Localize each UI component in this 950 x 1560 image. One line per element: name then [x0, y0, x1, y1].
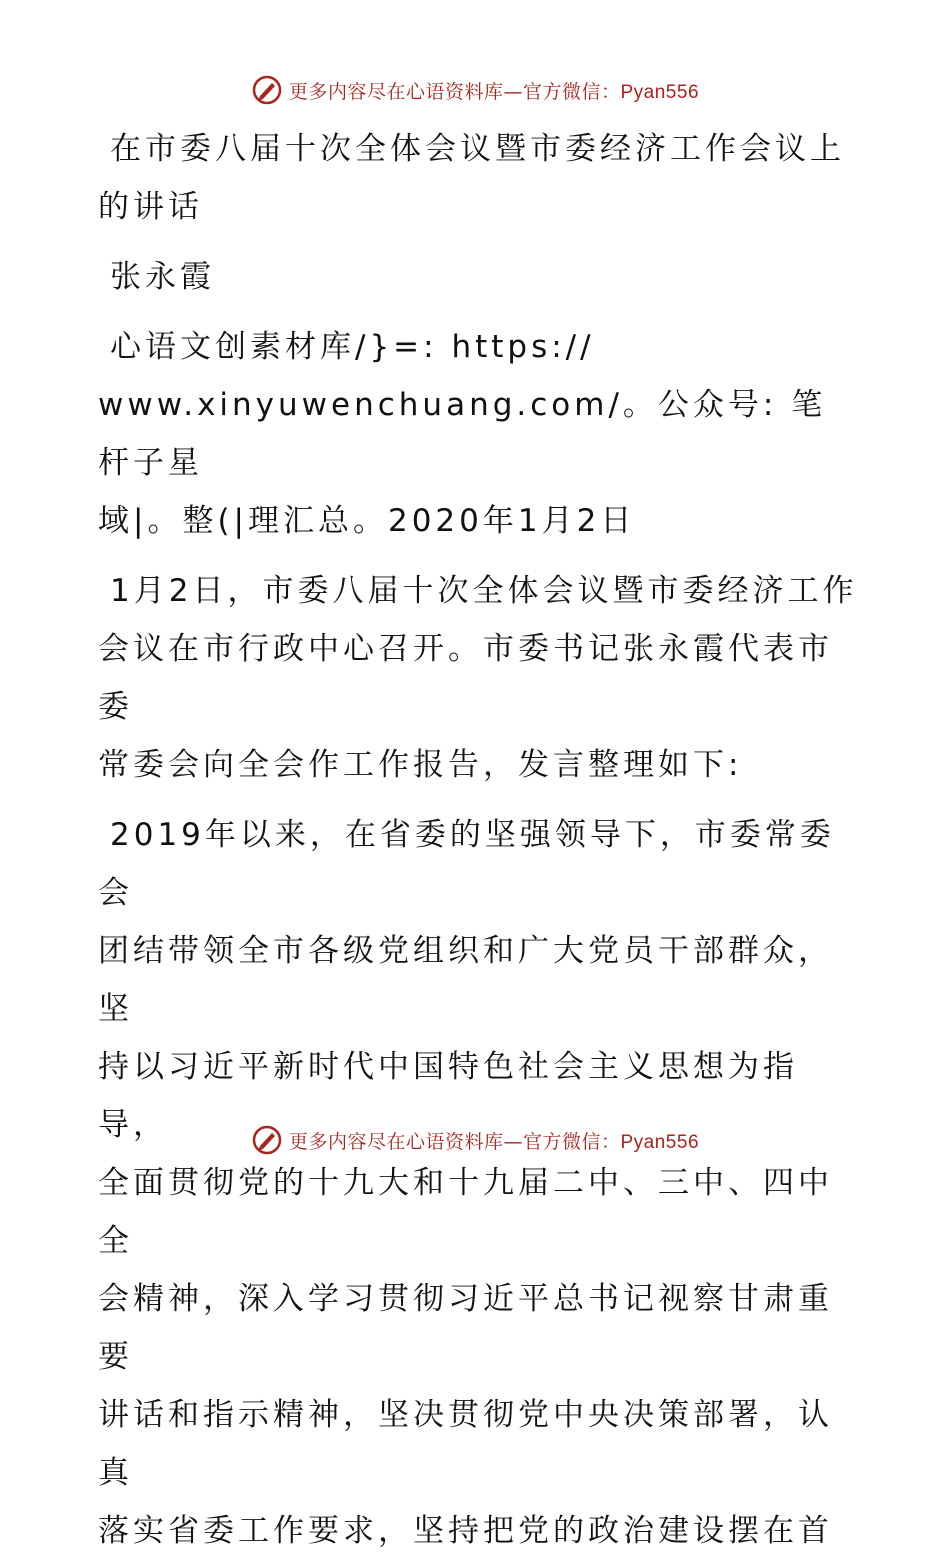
para2-line-3: 持以习近平新时代中国特色社会主义思想为指导，: [98, 1049, 798, 1143]
watermark-label: 更多内容尽在心语资料库—官方微信：: [288, 1130, 621, 1153]
watermark-text: [289, 1127, 699, 1154]
pen-logo-icon: [251, 1124, 283, 1156]
para2-line-5: 会精神，深入学习贯彻习近平总书记视察甘肃重要: [98, 1281, 833, 1375]
source-line-1: 心语文创素材库/}=: https://: [110, 329, 595, 365]
paragraph-2: [98, 806, 858, 1560]
footer-watermark: [0, 1120, 950, 1160]
source-note: [98, 318, 858, 550]
para2-line-4: 全面贯彻党的十九大和十九届二中、三中、四中全: [98, 1165, 833, 1259]
source-line-2: www.xinyuwenchuang.com/。公众号: 笔杆子星: [98, 387, 827, 481]
source-line-3: 域|。整(|理汇总。2020年1月2日: [98, 503, 636, 539]
document-title: [98, 120, 858, 236]
para1-line-3: 常委会向全会作工作报告，发言整理如下:: [98, 747, 743, 783]
para2-line-1: 2019年以来，在省委的坚强领导下，市委常委会: [98, 817, 835, 911]
watermark-id: Pyan556: [620, 1131, 700, 1153]
author-name: [98, 248, 858, 306]
pen-logo-icon: [251, 74, 283, 106]
document-body: [98, 120, 858, 1560]
para2-line-2: 团结带领全市各级党组织和广大党员干部群众，坚: [98, 933, 833, 1027]
author-line: 张永霞: [110, 259, 215, 295]
para2-line-7: 落实省委工作要求，坚持把党的政治建设摆在首: [98, 1513, 833, 1549]
watermark-text: [289, 77, 699, 104]
header-watermark: [0, 70, 950, 110]
paragraph-1: [98, 562, 858, 794]
para2-line-6: 讲话和指示精神，坚决贯彻党中央决策部署，认真: [98, 1397, 833, 1491]
watermark-id: Pyan556: [620, 81, 700, 103]
title-line-1: 在市委八届十次全体会议暨市委经济工作会议上: [110, 131, 845, 167]
watermark-label: 更多内容尽在心语资料库—官方微信：: [288, 80, 621, 103]
para1-line-2: 会议在市行政中心召开。市委书记张永霞代表市委: [98, 631, 833, 725]
title-line-2: 的讲话: [98, 189, 203, 225]
para1-line-1: 1月2日，市委八届十次全体会议暨市委经济工作: [110, 573, 858, 609]
